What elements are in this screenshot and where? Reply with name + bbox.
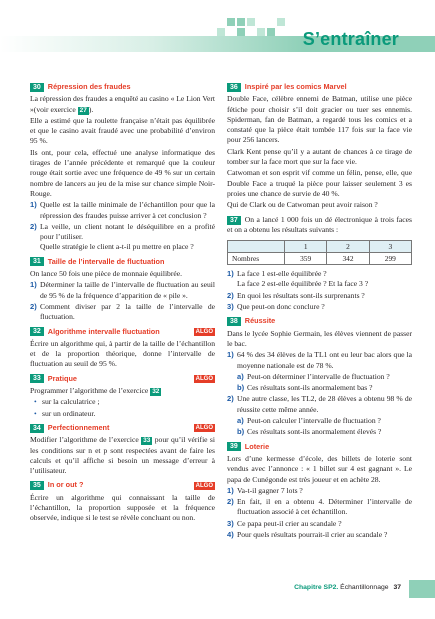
table-header-row bbox=[228, 241, 412, 253]
exercise-paragraph: La répression des fraudes a enquêté au casino « Le Lion Vert »(voir exercice 27 ). bbox=[30, 94, 215, 114]
exercise-reference[interactable]: 33 bbox=[143, 437, 151, 445]
right-column bbox=[227, 78, 412, 541]
page-title: S’entraîner bbox=[302, 29, 399, 49]
chapter-label: Chapitre SP2. bbox=[294, 584, 339, 591]
sub-question: b) Ces résultats sont-ils anormalement élevés ? bbox=[237, 427, 382, 437]
exercise-title: Inspiré par les comics Marvel bbox=[244, 82, 347, 91]
exercise-number: 32 bbox=[30, 327, 44, 336]
exercise-number: 31 bbox=[30, 257, 44, 266]
exercise-38 bbox=[227, 316, 412, 437]
exercise-paragraph: Écrire un algorithme qui, à partir de la taille de l’échantillon et de la proportion théorique, donne l’intervalle de fluctuation au seuil de 95 %. bbox=[30, 338, 215, 369]
footer-bar bbox=[409, 580, 435, 598]
exercise-paragraph: Dans le lycée Sophie Germain, les élèves viennent de passer le bac. bbox=[227, 328, 412, 348]
footer-label bbox=[294, 584, 401, 591]
question: 1) Va-t-il gagner 7 lots ? bbox=[227, 485, 303, 495]
exercise-number: 35 bbox=[30, 481, 44, 490]
exercise-paragraph: On lance 50 fois une pièce de monnaie équilibrée. bbox=[30, 269, 183, 279]
question: 2) Comment diviser par 2 la taille de l’intervalle de fluctuation. bbox=[30, 301, 215, 322]
table-cell: 359 bbox=[285, 253, 327, 265]
table-cell: 342 bbox=[327, 253, 369, 265]
bullet-item: • sur la calculatrice ; bbox=[34, 397, 100, 407]
page-header bbox=[0, 18, 435, 58]
exercise-reference[interactable]: 27 bbox=[79, 106, 87, 114]
results-table bbox=[227, 240, 412, 265]
table-header-cell: 1 bbox=[285, 241, 327, 253]
exercise-paragraph: Elle a estimé que la roulette française n’était pas équilibrée et que le casino avait fraudé avec une probabilité d’environ 95 %. bbox=[30, 115, 215, 146]
question: 4) Pour quels résultats pourrait-il crier au scandale ? bbox=[227, 529, 388, 539]
exercise-31 bbox=[30, 257, 215, 323]
exercise-number: 39 bbox=[227, 442, 241, 451]
exercise-title: Loterie bbox=[244, 441, 270, 451]
table-row bbox=[228, 253, 412, 265]
question: 1) 64 % des 34 élèves de la TL1 ont eu leur bac alors que la moyenne nationale est de 78 %. bbox=[227, 350, 412, 370]
question: 2) Une autre classe, les TL2, de 28 élèves a obtenu 98 % de réussite cette même année. bbox=[227, 394, 412, 414]
question: 1) La face 1 est-elle équilibrée ? La face 2 est-elle équilibrée ? Et la face 3 ? bbox=[227, 269, 369, 289]
question: 2) En fait, il en a obtenu 4. Déterminer l’intervalle de fluctuation associé à cet échantillon. bbox=[227, 497, 412, 517]
exercise-number: 34 bbox=[30, 424, 44, 433]
exercise-35 bbox=[30, 480, 215, 523]
table-header-cell: 2 bbox=[327, 241, 369, 253]
bullet-icon: • bbox=[34, 408, 37, 418]
exercise-30 bbox=[30, 82, 215, 253]
exercise-title: Réussite bbox=[244, 316, 276, 326]
sub-question: a) Peut-on déterminer l’intervalle de fluctuation ? bbox=[237, 371, 390, 381]
exercise-title: Répression des fraudes bbox=[47, 82, 131, 91]
exercise-number: 38 bbox=[227, 317, 241, 326]
question: 2) En quoi les résultats sont-ils surprenants ? bbox=[227, 290, 365, 300]
algo-badge: ALGO bbox=[195, 425, 213, 432]
bullet-icon: • bbox=[34, 397, 37, 407]
algo-badge: ALGO bbox=[195, 375, 213, 382]
exercise-34 bbox=[30, 423, 215, 476]
exercise-paragraph: 37 On a lancé 1 000 fois un dé électronique à trois faces et on a obtenu les résultats suivants : bbox=[227, 214, 412, 234]
exercise-title: Algorithme intervalle fluctuation bbox=[47, 326, 160, 336]
exercise-33 bbox=[30, 374, 215, 419]
exercise-paragraph: Écrire un algorithme qui connaissant la taille de l’échantillon, la proportion supposée et la fréquence observée, indique si le test se révèle concluant ou non. bbox=[30, 492, 215, 523]
exercise-paragraph: Double Face, célèbre ennemi de Batman, utilise une pièce fétiche pour choisir s’il doit gracier ou tuer ses ennemis. Spiderman, fan de Batman, a regardé tous les comics et a constaté que la pièce était tombée 117 fois sur la face vie pour 256 lancers. bbox=[227, 94, 412, 145]
exercise-paragraph: Clark Kent pense qu’il y a autant de chances à ce tirage de tomber sur la face mort que sur la face vie. bbox=[227, 146, 412, 167]
page-footer bbox=[0, 580, 435, 596]
question: 1) Quelle est la taille minimale de l’échantillon pour que la répression des fraudes puisse arriver à cet conclusion ? bbox=[30, 200, 215, 220]
exercise-39 bbox=[227, 442, 412, 541]
exercise-paragraph: Modifier l’algorithme de l’exercice 33 pour qu’il vérifie si les conditions sur n et p sont respectées avant de faire les calculs et qu’il affiche si besoin un message d’erreur à l’utilisateur. bbox=[30, 435, 215, 476]
algo-badge: ALGO bbox=[195, 328, 213, 335]
bullet-item: • sur un ordinateur. bbox=[34, 408, 96, 418]
exercise-paragraph: Lors d’une kermesse d’école, des billets de loterie sont vendus avec l’annonce : « 1 billet sur 4 est gagnant ». Le papa de Cunégonde est très joueur et en achète 28. bbox=[227, 453, 412, 484]
exercise-title: In or out ? bbox=[47, 480, 84, 490]
exercise-number: 30 bbox=[30, 83, 44, 92]
exercise-paragraph: Programmer l’algorithme de l’exercice 32 bbox=[30, 386, 160, 396]
exercise-title: Perfectionnement bbox=[47, 422, 110, 432]
exercise-paragraph: Ils ont, pour cela, effectué une analyse informatique des tirages de l’année précédente et remarqué que la couleur rouge était sortie avec une fréquence de 49 % sur un certain nombre de lancers au jeu de la mise sur chance simple Noir-Rouge. bbox=[30, 147, 215, 198]
question: 3) Ce papa peut-il crier au scandale ? bbox=[227, 518, 342, 528]
exercise-36 bbox=[227, 82, 412, 211]
exercise-paragraph: Catwoman et son esprit vif comme un félin, pense, elle, que Double Face a truqué la pièce pour laisser seulement 3 es proies une chance de survie de 40 %. bbox=[227, 168, 412, 198]
sub-question: a) Peut-on calculer l’intervalle de fluctuation ? bbox=[237, 416, 381, 426]
table-header-cell: 3 bbox=[369, 241, 411, 253]
exercise-number: 33 bbox=[30, 374, 44, 383]
exercise-number: 36 bbox=[227, 83, 241, 92]
exercise-paragraph: Qui de Clark ou de Catwoman peut avoir raison ? bbox=[227, 200, 378, 210]
question: 3) Que peut-on donc conclure ? bbox=[227, 302, 325, 312]
section-label: Échantillonnage bbox=[340, 584, 389, 591]
question: 2) La veille, un client notant le déséquilibre en a profité pour l’utiliser. Quelle stratégie le client a-t-il pu mettre en place ? bbox=[30, 221, 215, 252]
exercise-37 bbox=[227, 215, 412, 313]
sub-question: b) Ces résultats sont-ils anormalement bas ? bbox=[237, 383, 373, 393]
left-column bbox=[30, 78, 215, 525]
exercise-title: Pratique bbox=[47, 373, 77, 383]
algo-badge: ALGO bbox=[195, 482, 213, 489]
exercise-number: 37 bbox=[227, 216, 241, 225]
exercise-32 bbox=[30, 327, 215, 370]
exercise-title: Taille de l’intervalle de fluctuation bbox=[47, 256, 165, 266]
exercise-reference[interactable]: 32 bbox=[152, 388, 160, 396]
table-cell: 299 bbox=[369, 253, 411, 265]
question: 1) Déterminer la taille de l’intervalle de fluctuation au seuil de 95 % de la fréquence d’apparition de « pile ». bbox=[30, 280, 215, 300]
table-row-header: Nombres bbox=[228, 253, 285, 265]
page-number: 37 bbox=[393, 584, 401, 591]
